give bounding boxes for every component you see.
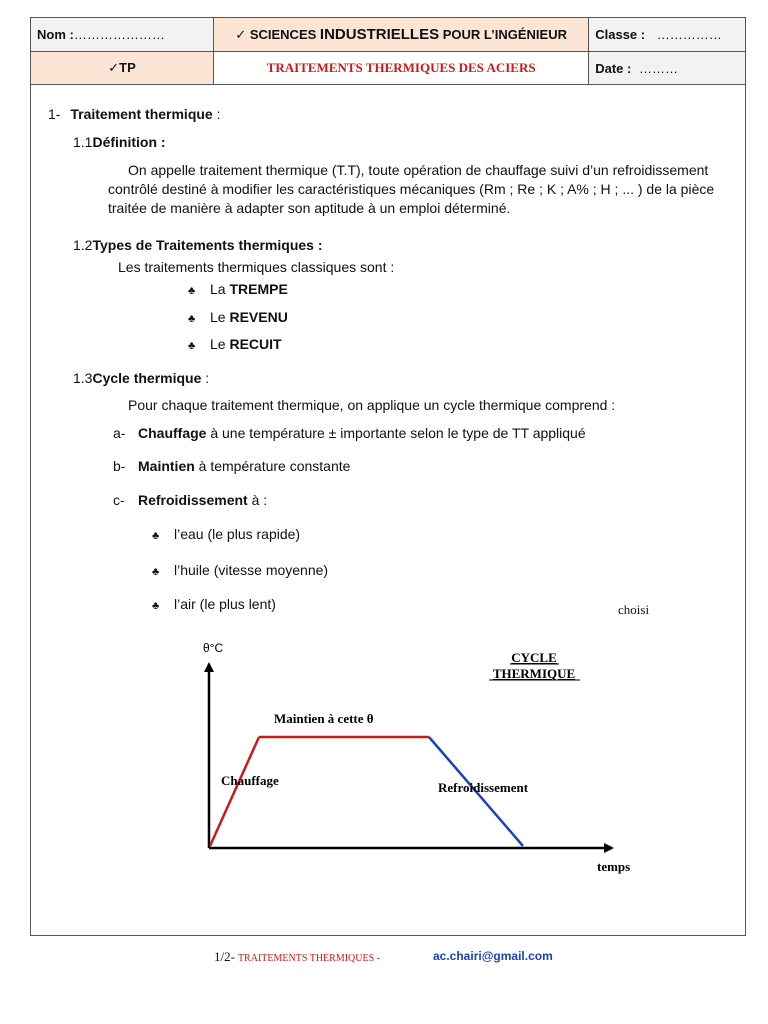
- heating-segment: [210, 737, 259, 846]
- step-bold: Refroidissement: [138, 492, 248, 508]
- step-bold: Chauffage: [138, 425, 207, 441]
- footer-page: 1/2-: [214, 949, 235, 964]
- x-axis-label: temps: [597, 859, 631, 874]
- definition-title: Définition :: [92, 134, 166, 150]
- item-article: Le: [210, 309, 230, 325]
- step-letter: a-: [113, 425, 126, 441]
- item-name: TREMPE: [229, 281, 288, 297]
- diagram-title-line2: THERMIQUE: [492, 666, 576, 681]
- cycle-number: 1.3: [73, 370, 93, 386]
- definition-text: On appelle traitement thermique (T.T), toute opération de chauffage suivi d’un refroidissement contrôlé destiné à modifier les caractéristiques mécaniques (Rm ; Re ; K ; A% ; H ; ... ) de la pièce traitée de manière à adapter son aptitude à un emploi déterminé.: [108, 162, 715, 216]
- club-bullet-icon: ♣: [152, 530, 160, 542]
- nom-label: Nom :: [37, 27, 74, 42]
- step-letter: c-: [113, 492, 125, 508]
- step-rest: à :: [247, 492, 268, 508]
- footer-title: TRAITEMENTS THERMIQUES -: [237, 953, 380, 964]
- item-name: RECUIT: [229, 336, 282, 352]
- club-bullet-icon: ♣: [188, 340, 196, 352]
- nom-value: …………………: [73, 27, 165, 42]
- step-letter: b-: [113, 458, 126, 474]
- classe-label: Classe :: [595, 27, 646, 42]
- section-1-number: 1-: [48, 106, 61, 122]
- label-maintien: Maintien à cette θ: [274, 711, 374, 726]
- cooling-text: l’air (le plus lent): [174, 596, 276, 612]
- club-bullet-icon: ♣: [152, 566, 160, 578]
- club-bullet-icon: ♣: [152, 600, 160, 612]
- classe-value: ……………: [656, 27, 722, 42]
- step-rest: à température constante: [194, 458, 351, 474]
- subject-suffix: POUR L’INGÉNIEUR: [442, 27, 567, 42]
- definition-number: 1.1: [73, 134, 93, 150]
- date-label: Date :: [595, 60, 632, 76]
- check-icon: ✓: [235, 27, 247, 42]
- cooling-text: l’eau (le plus rapide): [174, 526, 301, 542]
- section-1-title: Traitement thermique: [70, 106, 213, 122]
- step-rest: à une température ± importante selon le type de TT appliqué: [206, 425, 586, 441]
- subject-main: INDUSTRIELLES: [319, 26, 440, 43]
- item-article: Le: [210, 336, 230, 352]
- label-refroidissement: Refroidissement: [438, 780, 529, 795]
- note-choisi: choisi: [618, 602, 650, 617]
- subject-prefix: SCIENCES: [249, 27, 317, 42]
- types-number: 1.2: [73, 237, 93, 253]
- club-bullet-icon: ♣: [188, 313, 196, 325]
- types-intro: Les traitements thermiques classiques sont :: [118, 259, 395, 275]
- cycle-intro: Pour chaque traitement thermique, on applique un cycle thermique comprend :: [128, 397, 616, 413]
- cycle-colon: :: [201, 370, 210, 386]
- club-bullet-icon: ♣: [188, 285, 196, 297]
- types-title: Types de Traitements thermiques :: [92, 237, 323, 253]
- cooling-text: l’huile (vitesse moyenne): [174, 562, 329, 578]
- item-article: La: [210, 281, 230, 297]
- item-name: REVENU: [229, 309, 288, 325]
- cycle-title: Cycle thermique: [92, 370, 202, 386]
- y-axis-label: θ°C: [203, 641, 224, 655]
- footer-email: ac.chairi@gmail.com: [433, 949, 553, 963]
- date-value: ………: [638, 60, 678, 76]
- document-title: TRAITEMENTS THERMIQUES DES ACIERS: [266, 60, 536, 75]
- tp-label: TP: [119, 60, 136, 75]
- label-chauffage: Chauffage: [221, 773, 279, 788]
- footer: [214, 949, 380, 965]
- tp-check-icon: ✓: [108, 60, 120, 75]
- step-bold: Maintien: [138, 458, 195, 474]
- section-1-colon: :: [212, 106, 221, 122]
- diagram-title-line1: CYCLE: [511, 650, 557, 665]
